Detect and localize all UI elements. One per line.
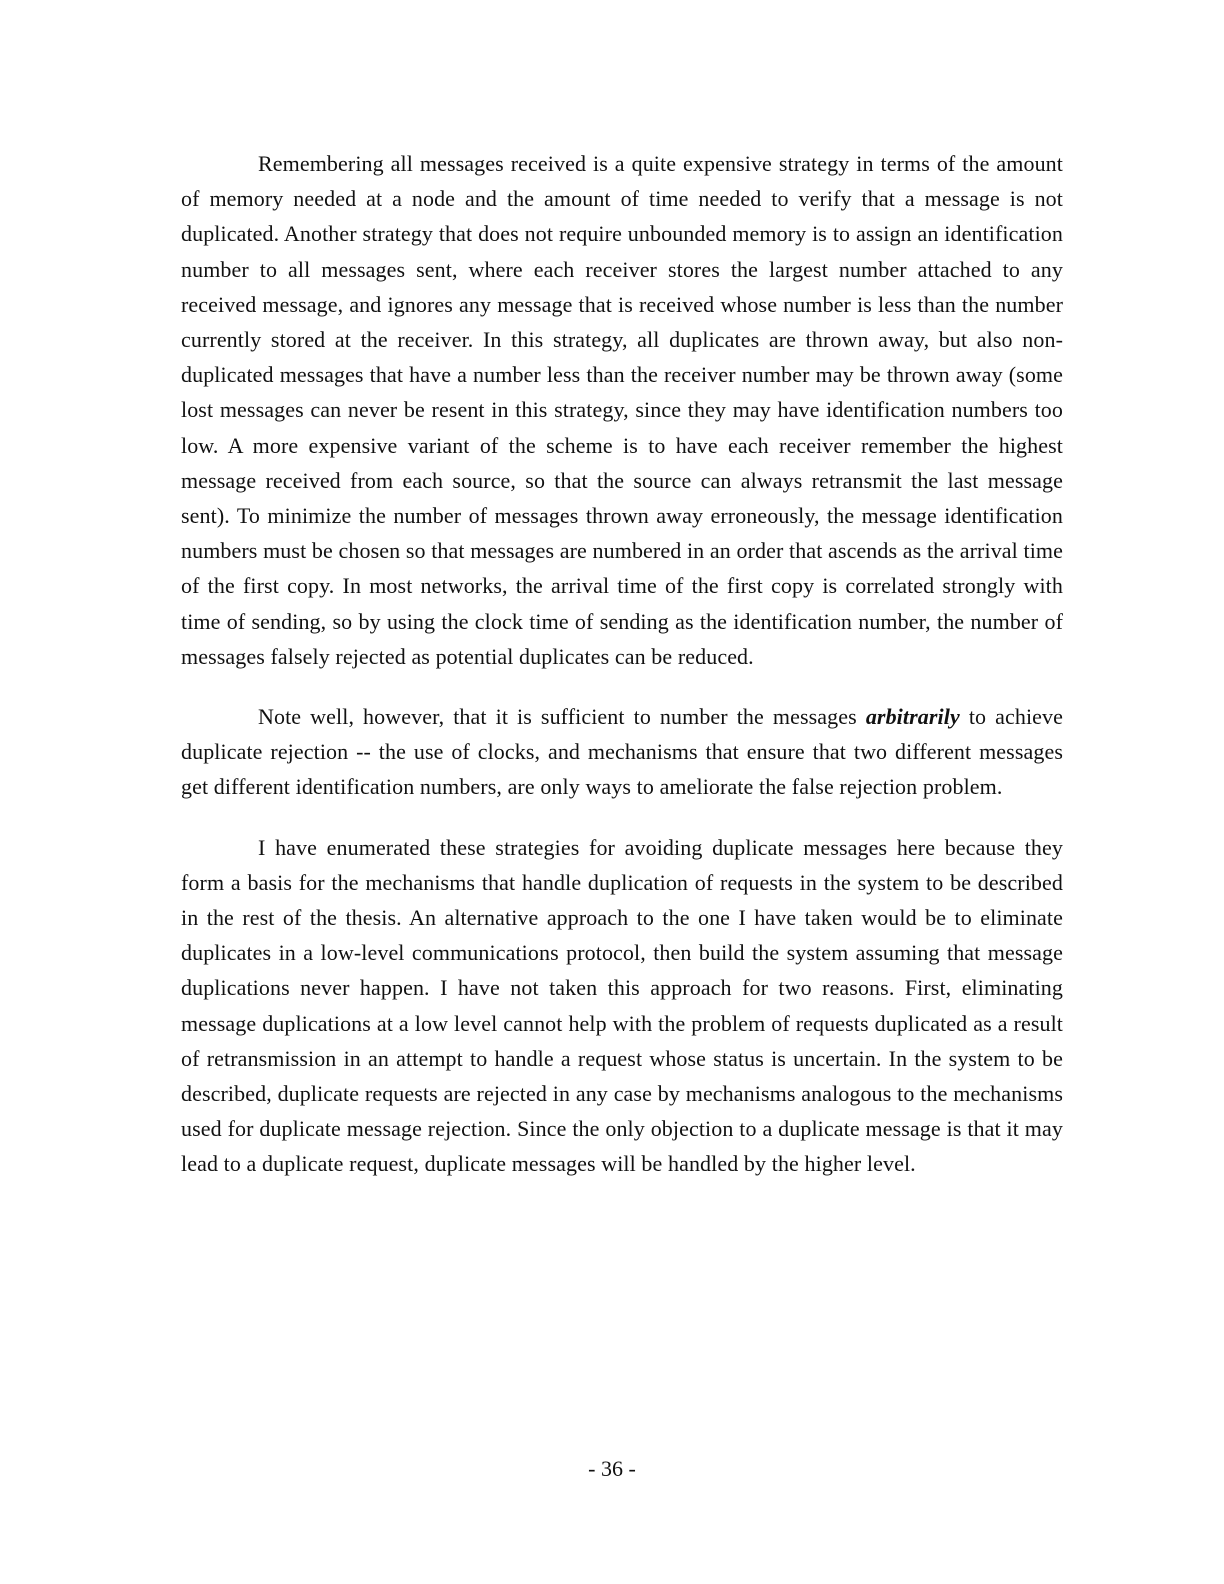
emphasized-word: arbitrarily [865, 704, 960, 730]
page-number: - 36 - [588, 1456, 636, 1481]
paragraph-text: I have enumerated these strategies for avoiding duplicate messages here because they form a basis for the mechanisms that handle duplication of requests in the system to be described in the rest of the thesis. An alternative approach to the one I have taken would be to eliminate duplicates in a low-level communications protocol, then build the system assuming that message duplications never happen. I have not taken this approach for two reasons. First, eliminating message duplications at a low level cannot help with the problem of requests duplicated as a result of retransmission in an attempt to handle a request whose status is uncertain. In the system to be described, duplicate requests are rejected in any case by mechanisms analogous to the mechanisms used for duplicate message rejection. Since the only objection to a duplicate message is that it may lead to a duplicate request, duplicate messages will be handled by the higher level. [181, 834, 1063, 1177]
body-text [181, 146, 1063, 1182]
paragraph-arbitrary-numbering [181, 699, 1063, 805]
paragraph-text: Remembering all messages received is a quite expensive strategy in terms of the amount of memory needed at a node and the amount of time needed to verify that a message is not duplicated. Another strategy that does not require unbounded memory is to assign an identification number to all messages sent, where each receiver stores the largest number attached to any received message, and ignores any message that is received whose number is less than the number currently stored at the receiver. In this strategy, all duplicates are thrown away, but also non-duplicated messages that have a number less than the receiver number may be thrown away (some lost messages can never be resent in this strategy, since they may have identification numbers too low. A more expensive variant of the scheme is to have each receiver remember the highest message received from each source, so that the source can always retransmit the last message sent). To minimize the number of messages thrown away erroneously, the message identification numbers must be chosen so that messages are numbered in an order that ascends as the arrival time of the first copy. In most networks, the arrival time of the first copy is correlated strongly with time of sending, so by using the clock time of sending as the identification number, the number of messages falsely rejected as potential duplicates can be reduced. [181, 151, 1063, 669]
paragraph-text: to achieve duplicate rejection -- the use of clocks, and mechanisms that ensure that two different messages get different identification numbers, are only ways to ameliorate the false rejection problem. [181, 704, 1064, 800]
paragraph-text: Note well, however, that it is sufficient to number the messages [258, 704, 866, 730]
paragraph-duplicate-requests [181, 830, 1063, 1182]
paragraph-memory-strategies [181, 146, 1063, 674]
